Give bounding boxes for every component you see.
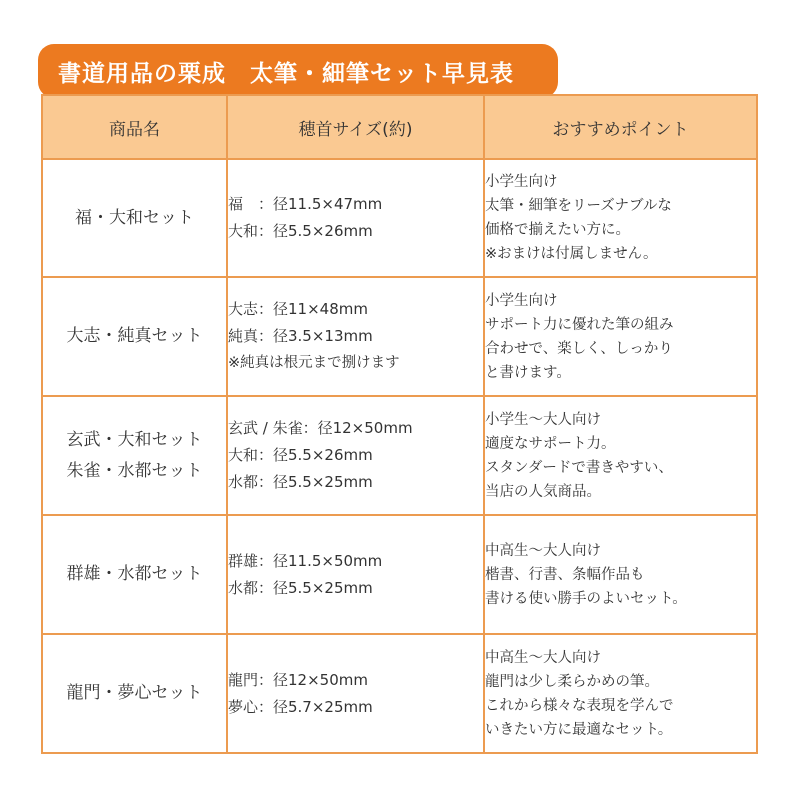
point-line: 書ける使い勝手のよいセット。 xyxy=(485,590,687,607)
tip-size-cell xyxy=(227,634,484,753)
table-row xyxy=(42,277,757,396)
point-line: いきたい方に最適なセット。 xyxy=(485,721,673,738)
product-name: 玄武・大和セット xyxy=(66,429,203,450)
table-row xyxy=(42,159,757,277)
point-cell xyxy=(484,159,757,277)
product-name-cell xyxy=(42,515,227,634)
point-line: 中高生～大人向け xyxy=(485,649,601,666)
point-line: 小学生向け xyxy=(485,174,558,190)
point-line: 小学生向け xyxy=(485,292,558,309)
point-line: 楷書、行書、条幅作品も xyxy=(485,566,645,583)
point-line: 太筆・細筆をリーズナブルな xyxy=(485,198,672,214)
tip-size-line: 福 ：径11.5×47mm xyxy=(228,195,383,213)
tip-size-cell xyxy=(227,277,484,396)
tip-size-line: 大志：径11×48mm xyxy=(228,300,368,318)
product-name: 大志・純真セット xyxy=(66,326,203,346)
point-line: これから様々な表現を学んで xyxy=(485,697,674,714)
point-cell xyxy=(484,277,757,396)
point-cell xyxy=(484,634,757,753)
product-name: 龍門・夢心セット xyxy=(66,683,203,703)
point-line: 龍門は少し柔らかめの筆。 xyxy=(485,673,659,690)
tip-size-line: 夢心：径5.7×25mm xyxy=(228,697,373,716)
tip-size-note: ※純真は根元まで捌けます xyxy=(228,355,400,371)
product-name: 朱雀・水都セット xyxy=(66,460,203,481)
point-line: と書けます。 xyxy=(485,364,571,381)
point-line: 小学生～大人向け xyxy=(485,411,601,428)
tip-size-line: 純真：径3.5×13mm xyxy=(228,327,373,345)
product-name: 群雄・水都セット xyxy=(66,564,203,584)
tip-size-line: 群雄：径11.5×50mm xyxy=(228,551,383,570)
product-name-cell xyxy=(42,159,227,277)
point-line: サポート力に優れた筆の組み xyxy=(485,316,674,333)
header-product-name: 商品名 xyxy=(42,95,227,159)
product-name-cell xyxy=(42,277,227,396)
tip-size-line: 玄武 / 朱雀：径12×50mm xyxy=(228,419,413,437)
product-name-cell xyxy=(42,634,227,753)
point-line: 合わせで、楽しく、しっかり xyxy=(485,340,673,357)
tip-size-cell xyxy=(227,396,484,515)
tip-size-line: 大和：径5.5×26mm xyxy=(228,222,373,240)
product-name-cell xyxy=(42,396,227,515)
point-cell xyxy=(484,396,757,515)
tip-size-line: 大和：径5.5×26mm xyxy=(228,446,373,464)
header-recommend-point: おすすめポイント xyxy=(484,95,757,159)
product-name: 福・大和セット xyxy=(75,207,194,228)
point-line: ※おまけは付属しません。 xyxy=(485,246,658,262)
comparison-table xyxy=(41,94,758,754)
page-title: 書道用品の栗成 太筆・細筆セット早見表 xyxy=(38,44,558,98)
point-line: 適度なサポート力。 xyxy=(485,435,616,452)
point-line: スタンダードで書きやすい、 xyxy=(485,459,673,476)
header-tip-size: 穂首サイズ(約) xyxy=(227,95,484,159)
tip-size-line: 龍門：径12×50mm xyxy=(228,670,368,689)
table-row xyxy=(42,396,757,515)
tip-size-line: 水都：径5.5×25mm xyxy=(228,578,373,597)
point-line: 価格で揃えたい方に。 xyxy=(485,222,630,238)
tip-size-cell xyxy=(227,159,484,277)
table-header-row xyxy=(42,95,757,159)
tip-size-line: 水都：径5.5×25mm xyxy=(228,473,373,491)
tip-size-cell xyxy=(227,515,484,634)
point-line: 中高生～大人向け xyxy=(485,542,601,559)
table-row xyxy=(42,634,757,753)
table-row xyxy=(42,515,757,634)
point-cell xyxy=(484,515,757,634)
point-line: 当店の人気商品。 xyxy=(485,483,601,500)
